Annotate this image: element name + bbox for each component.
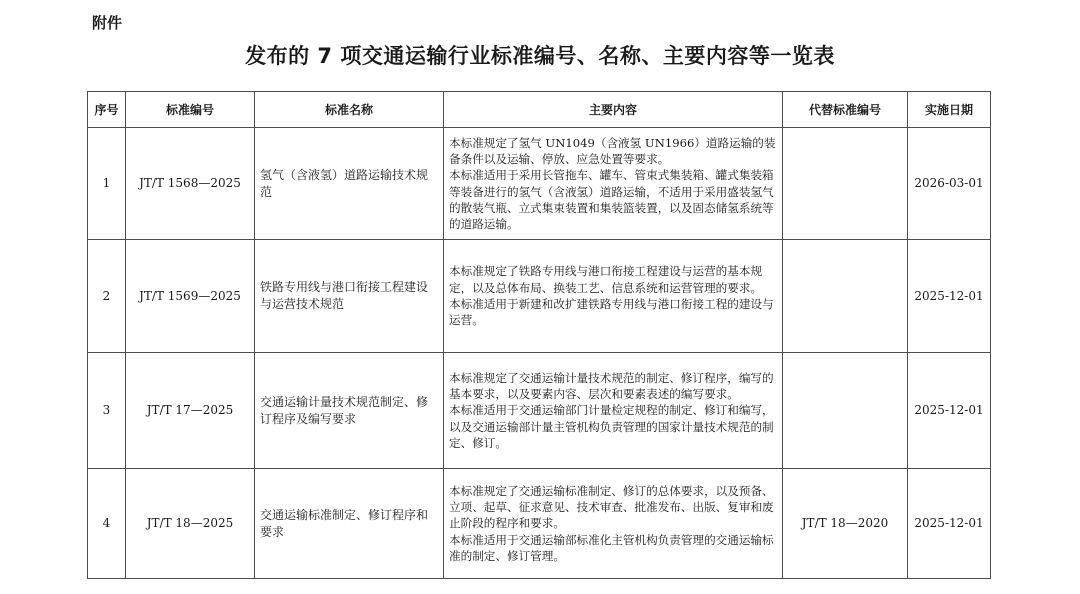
cell-replaces: JT/T 18—2020 (783, 469, 908, 579)
document-title: 发布的 7 项交通运输行业标准编号、名称、主要内容等一览表 (245, 44, 835, 68)
header-name: 标准名称 (255, 92, 444, 128)
table-row (88, 128, 991, 240)
cell-code: JT/T 1569—2025 (126, 240, 255, 353)
cell-seq: 3 (88, 353, 126, 469)
content-paragraph: 本标准规定了氢气 UN1049（含液氢 UN1966）道路运输的装备条件以及运输、停放、应急处置等要求。 (449, 135, 776, 166)
content-paragraph: 本标准适用于交通运输部标准化主管机构负责管理的交通运输标准的制定、修订管理。 (449, 532, 774, 563)
cell-replaces (783, 240, 908, 353)
header-replaces: 代替标准编号 (783, 92, 908, 128)
content-paragraph: 本标准规定了交通运输计量技术规范的制定、修订程序，编写的基本要求，以及要素内容、层次和要素表述的编写要求。 (449, 370, 774, 402)
header-date: 实施日期 (908, 92, 991, 128)
cell-content (444, 128, 783, 240)
cell-date: 2026-03-01 (908, 128, 991, 240)
cell-name: 铁路专用线与港口衔接工程建设与运营技术规范 (255, 240, 444, 353)
header-content: 主要内容 (444, 92, 783, 128)
header-code: 标准编号 (126, 92, 255, 128)
cell-date: 2025-12-01 (908, 469, 991, 579)
content-paragraph: 本标准适用于采用长管拖车、罐车、管束式集装箱、罐式集装箱等装备进行的氢气（含液氢）道路运输，不适用于采用盛装氢气的散装气瓶、立式集束装置和集装篮装置，以及固态储氢系统等的道路运输。 (449, 168, 774, 232)
content-paragraph: 本标准规定了交通运输标准制定、修订的总体要求，以及预备、立项、起草、征求意见、技术审查、批准发布、出版、复审和废止阶段的程序和要求。 (449, 483, 774, 531)
header-seq: 序号 (88, 92, 126, 128)
cell-replaces (783, 128, 908, 240)
table-header-row (88, 92, 991, 128)
cell-code: JT/T 18—2025 (126, 469, 255, 579)
attachment-label: 附件 (92, 14, 123, 32)
cell-name: 氢气（含液氢）道路运输技术规范 (255, 128, 444, 240)
table-row (88, 240, 991, 353)
table-row (88, 469, 991, 579)
cell-seq: 1 (88, 128, 126, 240)
standards-table (87, 91, 991, 579)
table-row (88, 353, 991, 469)
cell-name: 交通运输标准制定、修订程序和要求 (255, 469, 444, 579)
cell-name: 交通运输计量技术规范制定、修订程序及编写要求 (255, 353, 444, 469)
cell-seq: 4 (88, 469, 126, 579)
cell-code: JT/T 1568—2025 (126, 128, 255, 240)
cell-replaces (783, 353, 908, 469)
cell-date: 2025-12-01 (908, 353, 991, 469)
cell-content (444, 469, 783, 579)
content-paragraph: 本标准适用于新建和改扩建铁路专用线与港口衔接工程的建设与运营。 (449, 297, 774, 328)
cell-code: JT/T 17—2025 (126, 353, 255, 469)
cell-content (444, 240, 783, 353)
content-paragraph: 本标准适用于交通运输部门计量检定规程的制定、修订和编写，以及交通运输部计量主管机构负责管理的国家计量技术规范的制定、修订。 (449, 403, 774, 450)
cell-seq: 2 (88, 240, 126, 353)
cell-content (444, 353, 783, 469)
cell-date: 2025-12-01 (908, 240, 991, 353)
content-paragraph: 本标准规定了铁路专用线与港口衔接工程建设与运营的基本规定，以及总体布局、换装工艺、信息系统和运营管理的要求。 (449, 264, 763, 295)
